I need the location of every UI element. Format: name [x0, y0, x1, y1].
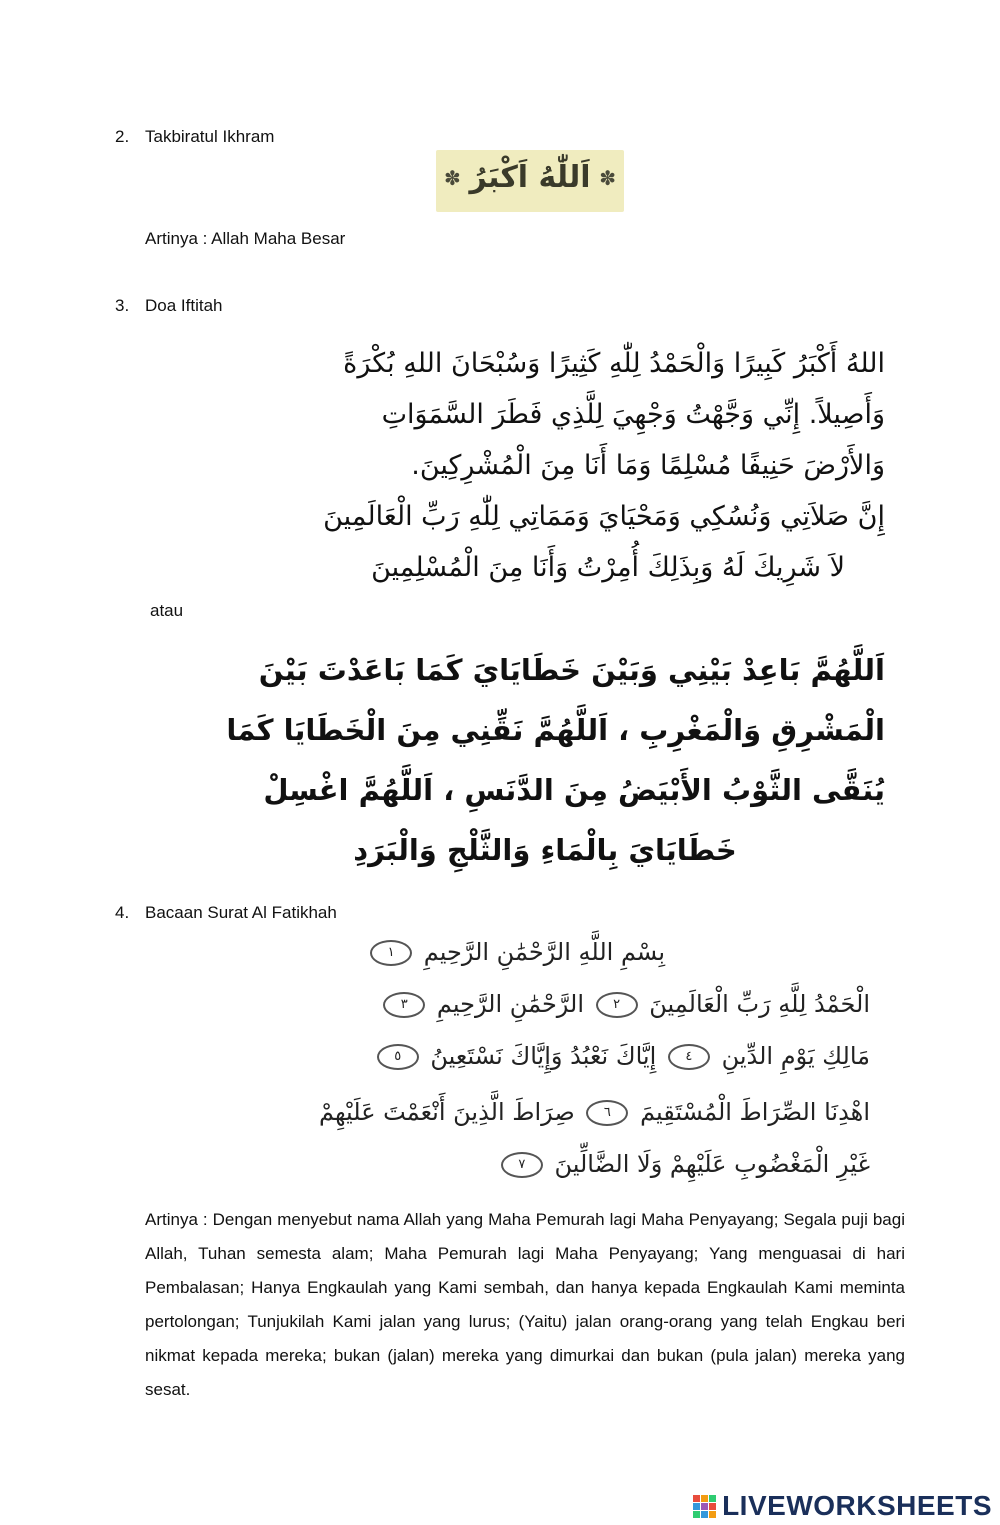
iftitah-line: إِنَّ صَلاَتِي وَنُسُكِي وَمَحْيَايَ وَمَمَاتِي لِلّٰهِ رَبِّ الْعَالَمِينَ	[323, 501, 885, 532]
logo-grid-icon	[693, 1495, 716, 1518]
section-title: Doa Iftitah	[145, 296, 223, 315]
fatihah-line	[319, 1098, 870, 1126]
fatihah-line	[366, 938, 665, 966]
fatihah-line	[497, 1150, 870, 1178]
iftitah-alt-line: يُنَقَّى الثَّوْبُ الأَبْيَضُ مِنَ الدَّنَسِ ، اَللَّهُمَّ اغْسِلْ	[263, 773, 885, 807]
ayah-number-marker: ٤	[668, 1044, 710, 1070]
ayah-number-marker: ٧	[501, 1152, 543, 1178]
ayah-text: الرَّحْمَٰنِ الرَّحِيمِ	[436, 990, 584, 1018]
ayah-number-marker: ٣	[383, 992, 425, 1018]
ornament-right-icon: ✽	[599, 168, 616, 190]
takbir-calligraphy	[436, 150, 624, 212]
ayah-text: بِسْمِ اللَّهِ الرَّحْمَٰنِ الرَّحِيمِ	[423, 938, 665, 966]
section-number: 3.	[115, 296, 130, 315]
iftitah-line: وَالأَرْضَ حَنِيفًا مُسْلِمًا وَمَا أَنَا مِنَ الْمُشْرِكِينَ.	[411, 450, 885, 481]
iftitah-alt-text	[205, 640, 885, 880]
ayah-text: غَيْرِ الْمَغْضُوبِ عَلَيْهِمْ وَلَا الضَّالِّينَ	[554, 1150, 870, 1178]
liveworksheets-logo	[693, 1490, 992, 1522]
ayah-number-marker: ٢	[596, 992, 638, 1018]
fatihah-line	[379, 990, 870, 1018]
section-number: 2.	[115, 127, 130, 146]
iftitah-line: لاَ شَرِيكَ لَهُ وَبِذَلِكَ أُمِرْتُ وَأَنَا مِنَ الْمُسْلِمِينَ	[371, 552, 845, 583]
ayah-number-marker: ١	[370, 940, 412, 966]
ayah-text: صِرَاطَ الَّذِينَ أَنْعَمْتَ عَلَيْهِمْ	[318, 1098, 575, 1126]
ayah-text: اهْدِنَا الصِّرَاطَ الْمُسْتَقِيمَ	[640, 1098, 870, 1126]
takbir-meaning: Artinya : Allah Maha Besar	[145, 229, 346, 248]
iftitah-text	[195, 338, 885, 593]
ayah-text: إِيَّاكَ نَعْبُدُ وَإِيَّاكَ نَسْتَعِينُ	[430, 1042, 657, 1070]
iftitah-alt-line: الْمَشْرِقِ وَالْمَغْرِبِ ، اَللَّهُمَّ نَقِّنِي مِنَ الْخَطَايَا كَمَا	[226, 713, 885, 747]
brand-text: LIVEWORKSHEETS	[722, 1490, 992, 1521]
iftitah-alt-line: اَللَّهُمَّ بَاعِدْ بَيْنِي وَبَيْنَ خَطَايَايَ كَمَا بَاعَدْتَ بَيْنَ	[258, 653, 885, 687]
takbir-arabic: اَللّٰهُ اَكْبَرُ	[469, 160, 591, 195]
section-title: Takbiratul Ikhram	[145, 127, 275, 146]
fatihah-line	[373, 1042, 870, 1070]
ayah-text: الْحَمْدُ لِلَّهِ رَبِّ الْعَالَمِينَ	[649, 990, 870, 1018]
ayah-text: مَالِكِ يَوْمِ الدِّينِ	[721, 1042, 870, 1070]
fatihah-meaning: Artinya : Dengan menyebut nama Allah yang Maha Pemurah lagi Maha Penyayang; Segala puji bagi Allah, Tuhan semesta alam; Maha Pemurah lagi Maha Penyayang; Yang menguasai di hari Pembalasan; Hanya Engkaulah yang Kami sembah, dan hanya kepada Engkaulah Kami meminta pertolongan; Tunjukilah Kami jalan yang lurus; (Yaitu) jalan orang-orang yang telah Engkau beri nikmat kepada mereka; bukan (jalan) mereka yang dimurkai dan bukan (pula jalan) mereka yang sesat.	[145, 1210, 905, 1399]
ayah-number-marker: ٥	[377, 1044, 419, 1070]
ornament-left-icon: ✽	[444, 168, 461, 190]
iftitah-line: وَأَصِيلاً. إِنِّي وَجَّهْتُ وَجْهِيَ لِلَّذِي فَطَرَ السَّمَوَاتِ	[381, 399, 885, 430]
ayah-number-marker: ٦	[586, 1100, 628, 1126]
section-number: 4.	[115, 903, 130, 922]
iftitah-line: اللهُ أَكْبَرُ كَبِيرًا وَالْحَمْدُ لِلّٰهِ كَثِيرًا وَسُبْحَانَ اللهِ بُكْرَةً	[343, 348, 885, 379]
alternative-label: atau	[150, 601, 184, 620]
iftitah-alt-line: خَطَايَايَ بِالْمَاءِ وَالثَّلْجِ وَالْبَرَدِ	[353, 833, 737, 867]
section-title: Bacaan Surat Al Fatikhah	[145, 903, 337, 922]
